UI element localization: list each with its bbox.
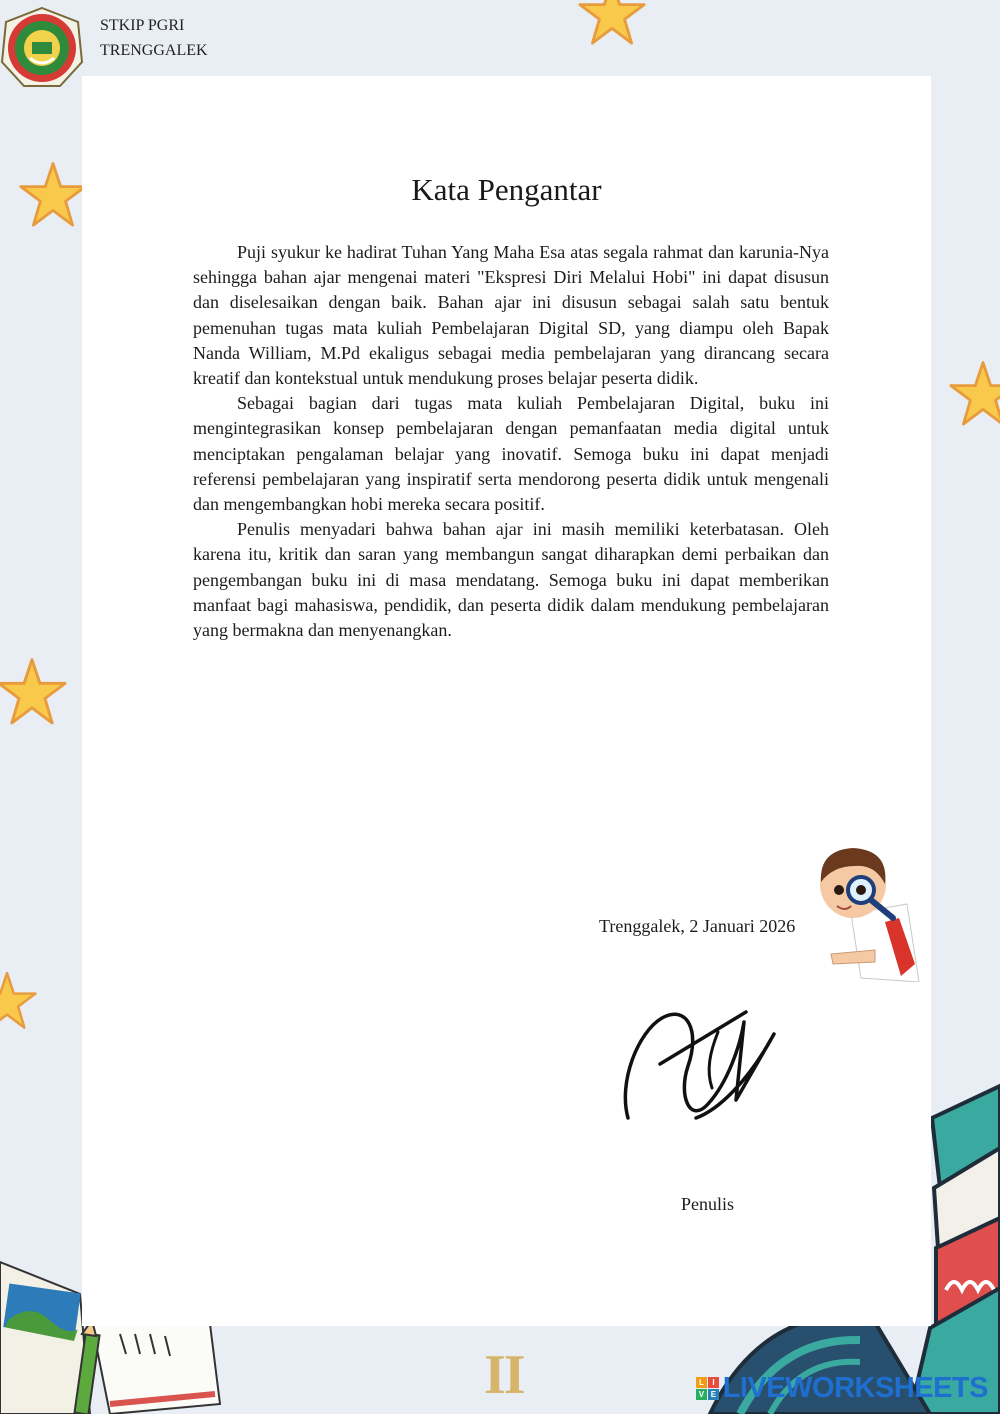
star-icon [948,358,1000,430]
paragraph: Penulis menyadari bahwa bahan ajar ini masih memiliki keterbatasan. Oleh karena itu, kritik dan saran yang membangun sangat diharapkan demi perbaikan dan pengembangan buku ini di masa mendatang. Semoga buku ini dapat memberikan manfaat bagi mahasiswa, pendidik, dan peserta didik dalam mendukung pembelajaran yang bermakna dan menyenangkan. [193,519,829,641]
institution-name [100,13,208,63]
paragraph: Puji syukur ke hadirat Tuhan Yang Maha Esa atas segala rahmat dan karunia-Nya sehingga bahan ajar mengenai materi "Ekspresi Diri Melalui Hobi" ini dapat disusun dan diselesaikan dengan baik. Bahan ajar ini disusun sebagai salah satu bentuk pemenuhan tugas mata kuliah Pembelajaran Digital SD, yang diampu oleh Bapak Nanda William, M.Pd ekaligus sebagai media pembelajaran yang dirancang secara kreatif dan kontekstual untuk mendukung proses belajar peserta didik. [193,242,829,389]
liveworksheets-brand[interactable] [696,1372,988,1405]
signature-image [618,992,783,1124]
brand-text: LIVEWORKSHEETS [722,1372,988,1404]
star-icon [576,0,648,48]
author-label: Penulis [681,1194,735,1214]
page-title: Kata Pengantar [411,172,602,207]
liveworksheets-logo-icon: L I V E [696,1377,719,1400]
paragraph: Sebagai bagian dari tugas mata kuliah Pembelajaran Digital, buku ini mengintegrasikan konsep pembelajaran dengan pemanfaatan media digital untuk menciptakan pengalaman belajar yang inovatif. Semoga buku ini dapat menjadi referensi pembelajaran yang inspiratif serta mendorong peserta didik untuk mengenali dan mengembangkan hobi mereka secara positif. [193,393,829,515]
institution-line-1: STKIP PGRI [100,17,185,34]
page-number: II [484,1344,524,1406]
star-icon [18,160,88,230]
boy-magnifier-icon [815,844,927,982]
star-icon [0,656,68,728]
star-icon [0,970,38,1032]
stkip-pgri-logo-icon [0,6,84,90]
institution-line-2: TRENGGALEK [100,42,208,59]
body-text [193,240,829,643]
place-date: Trenggalek, 2 Januari 2026 [599,916,796,936]
